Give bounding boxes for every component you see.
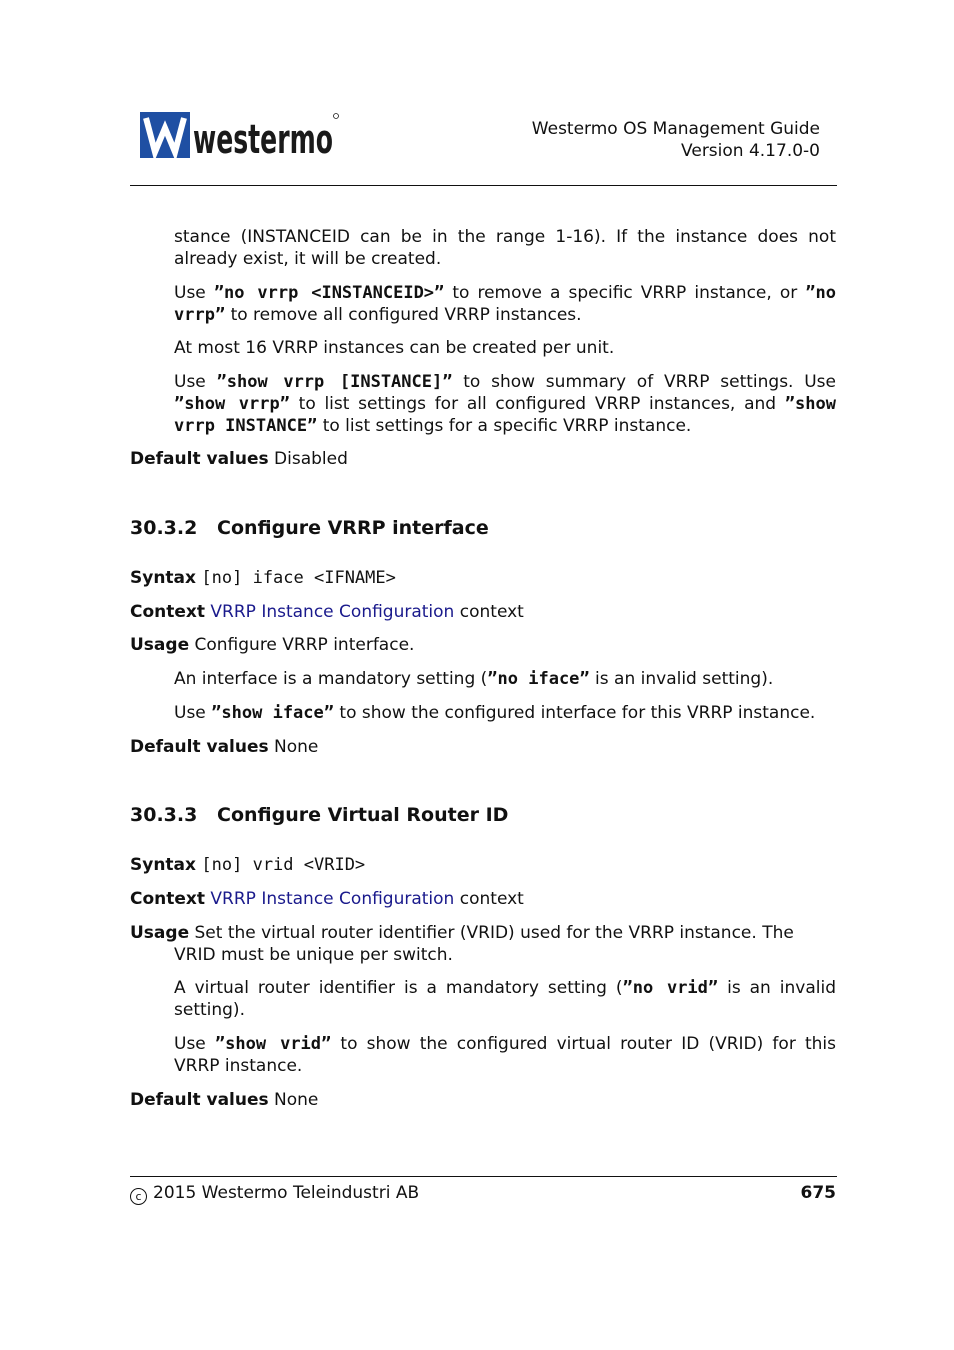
iface-mandatory-paragraph: An interface is a mandatory setting (”no iface” is an invalid setting).: [174, 669, 774, 689]
code-show-vrid: ”show vrid”: [214, 1034, 332, 1054]
document-title: [532, 118, 820, 162]
code-show-vrrp-instance: ”show vrrp [INSTANCE]”: [216, 372, 453, 392]
guide-version: Version 4.17.0-0: [681, 141, 820, 161]
header-rule: [130, 185, 837, 186]
instance-range-paragraph: stance (INSTANCEID can be in the range 1-16). If the instance does not already exist, it will be created.: [174, 227, 836, 269]
code-no-iface: ”no iface”: [487, 669, 590, 689]
iface-default-values: Default values None: [130, 737, 319, 757]
show-vrrp-paragraph: Use ”show vrrp [INSTANCE]” to show summary of VRRP settings. Use ”show vrrp” to list settings for all configured VRRP instances, and ”show vrrp INSTANCE” to list settings for a specific VRRP instance.: [174, 372, 836, 436]
westermo-logo: [140, 110, 340, 165]
section-heading-vrid: 30.3.3 Configure Virtual Router ID: [130, 804, 509, 826]
page-header: [130, 108, 837, 168]
guide-title: Westermo OS Management Guide: [531, 119, 820, 139]
vrid-usage-continued: VRID must be unique per switch.: [174, 945, 453, 965]
copyright-icon: c: [130, 1188, 147, 1205]
vrid-usage: Usage Set the virtual router identifier (VRID) used for the VRRP instance. The: [130, 923, 794, 943]
svg-text:westermo: westermo: [193, 117, 333, 163]
intro-default-values: Default values Disabled: [130, 449, 348, 469]
code-no-vrrp: ”no vrrp”: [174, 283, 836, 325]
code-no-vrrp-instance: ”no vrrp <INSTANCEID>”: [213, 283, 445, 303]
vrid-syntax: Syntax [no] vrid <VRID>: [130, 855, 366, 875]
code-show-vrrp-named: ”show vrrp INSTANCE”: [174, 394, 836, 436]
vrid-show-paragraph: Use ”show vrid” to show the configured virtual router ID (VRID) for this VRRP instance.: [174, 1034, 836, 1076]
page-number: 675: [800, 1183, 836, 1203]
no-vrrp-paragraph: Use ”no vrrp <INSTANCEID>” to remove a specific VRRP instance, or ”no vrrp” to remove all configured VRRP instances.: [174, 283, 836, 325]
iface-context: Context VRRP Instance Configuration context: [130, 602, 524, 622]
vrrp-instance-config-link[interactable]: VRRP Instance Configuration: [210, 889, 455, 909]
vrid-mandatory-paragraph: A virtual router identifier is a mandatory setting (”no vrid” is an invalid setting).: [174, 978, 836, 1020]
iface-syntax: Syntax [no] iface <IFNAME>: [130, 568, 396, 588]
vrrp-instance-config-link[interactable]: VRRP Instance Configuration: [210, 602, 455, 622]
vrid-default-values: Default values None: [130, 1090, 319, 1110]
vrid-context: Context VRRP Instance Configuration context: [130, 889, 524, 909]
iface-usage: Usage Configure VRRP interface.: [130, 635, 415, 655]
section-heading-iface: 30.3.2 Configure VRRP interface: [130, 517, 489, 539]
footer-rule: [130, 1176, 837, 1177]
iface-show-paragraph: Use ”show iface” to show the configured interface for this VRRP instance.: [174, 703, 816, 723]
code-no-vrid: ”no vrid”: [622, 978, 719, 998]
copyright-notice: c 2015 Westermo Teleindustri AB: [130, 1182, 419, 1205]
code-show-iface: ”show iface”: [211, 703, 334, 723]
max-instances-paragraph: At most 16 VRRP instances can be created per unit.: [174, 338, 615, 358]
code-show-vrrp: ”show vrrp”: [174, 394, 290, 414]
